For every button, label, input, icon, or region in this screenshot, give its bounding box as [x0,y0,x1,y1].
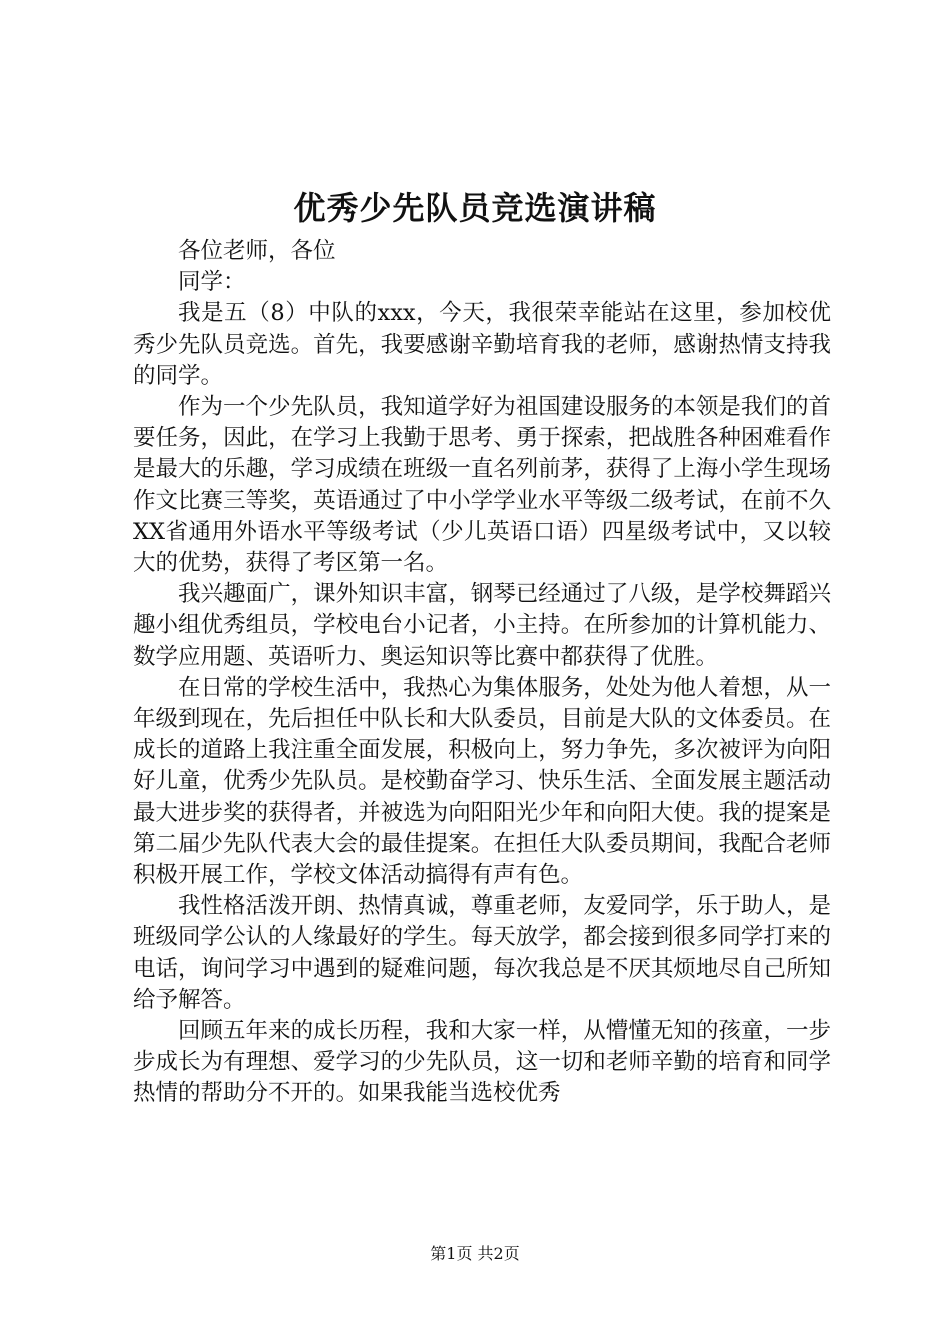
paragraph-interests: 我兴趣面广，课外知识丰富，钢琴已经通过了八级，是学校舞蹈兴趣小组优秀组员，学校电台小记者，小主持。在所参加的计算机能力、数学应用题、英语听力、奥运知识等比赛中都获得了优胜。 [133,581,831,670]
paragraph-introduction: 我是五（8）中队的xxx，今天，我很荣幸能站在这里，参加校优秀少先队员竞选。首先，我要感谢辛勤培育我的老师，感谢热情支持我的同学。 [133,300,831,389]
document-body [133,236,831,1110]
greeting-line-2: 同学： [178,269,246,296]
paragraph-study: 作为一个少先队员，我知道学好为祖国建设服务的本领是我们的首要任务，因此，在学习上我勤于思考、勇于探索，把战胜各种困难看作是最大的乐趣，学习成绩在班级一直名列前茅，获得了上海小学生现场作文比赛三等奖，英语通过了中小学学业水平等级二级考试，在前不久XX省通用外语水平等级考试（少儿英语口语）四星级考试中，又以较大的优势，获得了考区第一名。 [133,394,831,577]
document-title: 优秀少先队员竞选演讲稿 [293,189,657,227]
paragraph-school-life: 在日常的学校生活中，我热心为集体服务，处处为他人着想，从一年级到现在，先后担任中队长和大队委员，目前是大队的文体委员。在成长的道路上我注重全面发展，积极向上，努力争先，多次被评为向阳好儿童，优秀少先队员。是校勤奋学习、快乐生活、全面发展主题活动最大进步奖的获得者，并被选为向阳阳光少年和向阳大使。我的提案是第二届少先队代表大会的最佳提案。在担任大队委员期间，我配合老师积极开展工作，学校文体活动搞得有声有色。 [133,674,831,889]
paragraph-personality: 我性格活泼开朗、热情真诚，尊重老师，友爱同学，乐于助人，是班级同学公认的人缘最好的学生。每天放学，都会接到很多同学打来的电话，询问学习中遇到的疑难问题，每次我总是不厌其烦地尽自己所知给予解答。 [133,893,831,1013]
page-number-footer: 第1页 共2页 [430,1244,520,1263]
paragraph-review: 回顾五年来的成长历程，我和大家一样，从懵懂无知的孩童，一步步成长为有理想、爱学习的少先队员，这一切和老师辛勤的培育和同学热情的帮助分不开的。如果我能当选校优秀 [133,1018,831,1107]
greeting-line-1: 各位老师，各位 [178,238,336,264]
